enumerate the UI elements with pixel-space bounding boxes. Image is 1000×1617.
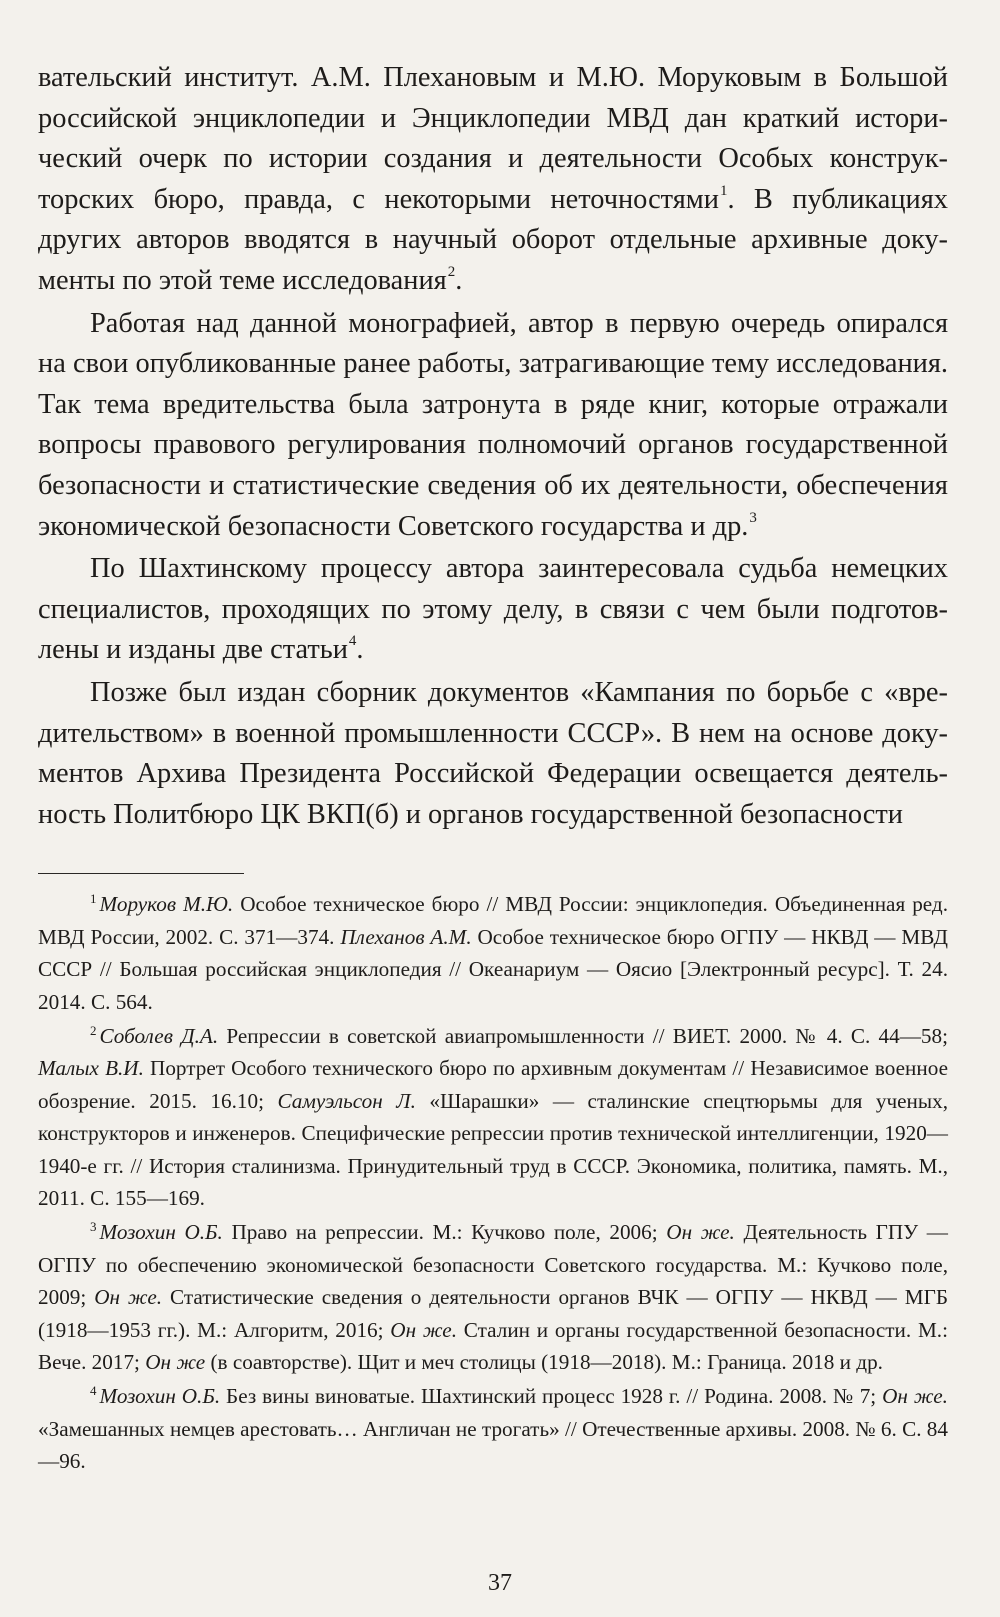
footnote-author: Он же. — [882, 1384, 948, 1409]
footnote-author: Он же. — [390, 1317, 458, 1342]
body-paragraph — [38, 549, 948, 671]
footnote-text: Право на репрессии. М.: Кучково поле, 2006; — [222, 1220, 667, 1245]
footnote-author: Мозохин О.Б. — [99, 1220, 223, 1245]
footnote-author: Плеханов А.М. — [340, 924, 472, 949]
paragraph-text: Позже был издан сборник документов «Кампания по борьбе с «вредительством» в военной промышленности СССР». В нем на основе документов Архива Президента Российской Федерации освещается деятельность Политбюро ЦК ВКП(б) и органов государственной безопасности — [38, 676, 948, 830]
paragraph-text: вательский институт. А.М. Плехановым и М.Ю. Моруковым в Большой российской энциклопедии и Энциклопедии МВД дан краткий исторический очерк по истории создания и деятельности Особых конструкторских бюро, правда, с некоторыми неточностями — [38, 62, 948, 215]
body-paragraph — [38, 304, 948, 548]
footnote-number: 4 — [90, 1383, 97, 1399]
footnote-author: Малых В.И. — [38, 1056, 144, 1081]
footnote-author: Мозохин О.Б. — [99, 1384, 221, 1409]
footnote-item — [38, 1020, 948, 1214]
footnote-text: Деятельность ГПУ — ОГПУ по обеспечению экономической безопасности Советского государства. М.: Кучково поле, 2009; — [38, 1220, 948, 1310]
footnote-author: Он же. — [94, 1285, 163, 1310]
page-number: 37 — [488, 1570, 512, 1596]
footnote-text: (в соавторстве). Щит и меч столицы (1918—2018). М.: Граница. 2018 и др. — [205, 1349, 883, 1374]
footnote-reference[interactable]: 2 — [447, 263, 456, 280]
footnote-text: Портрет Особого технического бюро по архивным документам // Независимое военное обозрение. 2015. 16.10; — [38, 1056, 948, 1113]
paragraph-text: Работая над данной монографией, автор в первую очередь опирался на свои опубликованные ранее работы, затрагивающие тему исследования. Так тема вредительства была затронута в ряде книг, которые отражали вопросы правового регулирования полномочий органов государственной безопасности и статистические сведения об их деятельности, обеспечения экономической безопасности Советского государства и др. — [38, 307, 948, 542]
paragraph-text: . — [356, 634, 364, 666]
footnote-item — [38, 888, 948, 1018]
footnote-text: Репрессии в советской авиапромышленности // ВИЕТ. 2000. № 4. С. 44—58; — [218, 1023, 948, 1048]
footnote-text: Особое техническое бюро ОГПУ — НКВД — МВД СССР // Большая российская энциклопедия // Океанариум — Оясио [Электронный ресурс]. Т. 24. 2014. С. 564. — [38, 924, 948, 1014]
footnote-number: 3 — [90, 1219, 97, 1235]
footnote-author: Соболев Д.А. — [99, 1023, 219, 1048]
footnote-author: Он же — [145, 1349, 206, 1374]
footnote-reference[interactable]: 3 — [749, 509, 757, 526]
footnote-number: 1 — [90, 891, 97, 907]
main-text — [38, 58, 948, 835]
footnote-text: Статистические сведения о деятельности органов ВЧК — ОГПУ — НКВД — МГБ (1918—1953 гг.). М.: Алгоритм, 2016; — [38, 1285, 948, 1342]
footnote-author: Моруков М.Ю. — [99, 892, 234, 917]
paragraph-text: . — [455, 264, 463, 296]
footnote-author: Самуэльсон Л. — [277, 1088, 416, 1113]
footnote-text: Особое техническое бюро // МВД России: энциклопедия. Объединенная ред. МВД России, 2002. С. 371—374. — [38, 892, 949, 949]
footnote-separator — [38, 873, 244, 874]
paragraph-text: По Шахтинскому процессу автора заинтересовала судьба немецких специалистов, проходящих по этому делу, в связи с чем были подготовлены и изданы две статьи — [38, 553, 948, 666]
footnote-item — [38, 1380, 948, 1477]
footnote-text: Без вины виноватые. Шахтинский процесс 1928 г. // Родина. 2008. № 7; — [220, 1384, 883, 1409]
footnote-author: Он же. — [666, 1220, 735, 1245]
footnote-text: «Шарашки» — сталинские спецтюрьмы для ученых, конструкторов и инженеров. Специфические репрессии против технической интеллигенции, 1920—1940-е гг. // История сталинизма. Принудительный труд в СССР. Экономика, политика, память. М., 2011. С. 155—169. — [38, 1088, 948, 1210]
paragraph-text: . В публикациях других авторов вводятся в научный оборот отдельные архивные документы по этой теме исследования — [38, 183, 948, 296]
footnotes — [38, 888, 948, 1477]
body-paragraph — [38, 58, 948, 302]
footnote-reference[interactable]: 1 — [719, 182, 728, 199]
footnote-item — [38, 1216, 948, 1378]
footnote-reference[interactable]: 4 — [348, 633, 357, 650]
footnote-text: «Замешанных немцев арестовать… Англичан не трогать» // Отечественные архивы. 2008. № 6. С. 84—96. — [38, 1416, 948, 1474]
body-paragraph — [38, 673, 948, 835]
footnote-number: 2 — [90, 1022, 97, 1038]
footnote-text: Сталин и органы государственной безопасности. М.: Вече. 2017; — [38, 1317, 948, 1374]
